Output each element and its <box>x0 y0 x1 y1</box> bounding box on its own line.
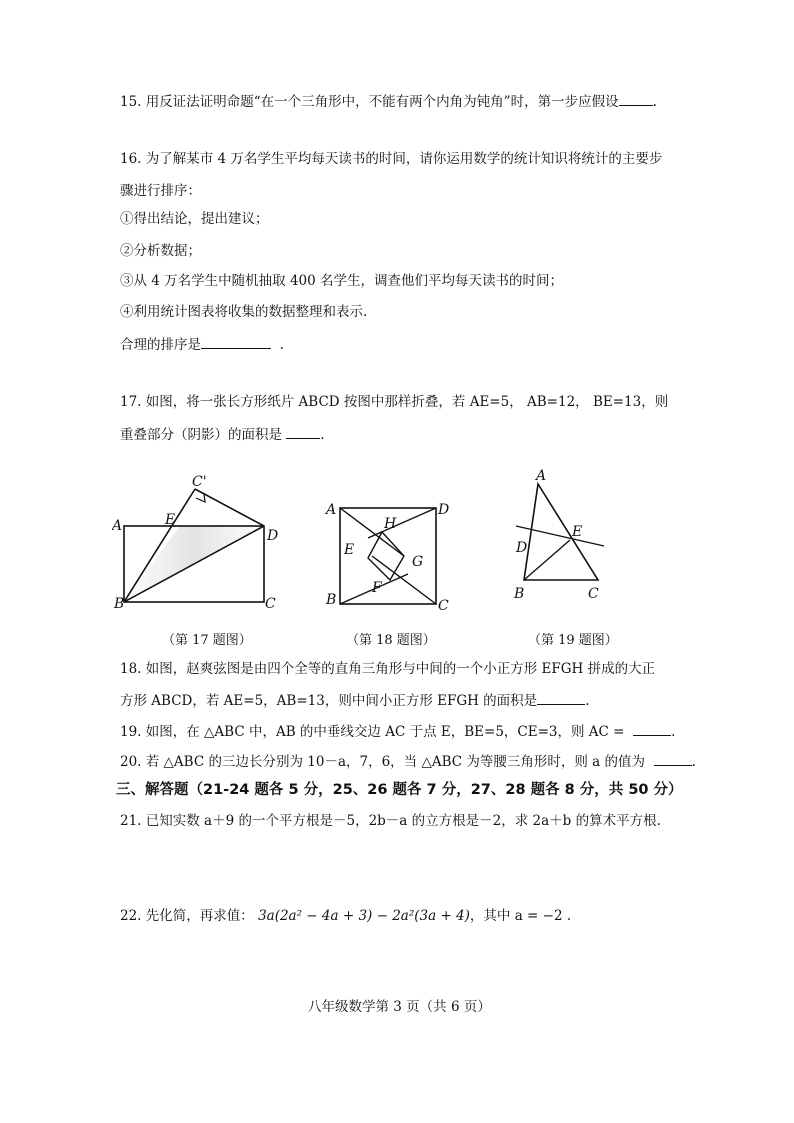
fig18-label-a: A <box>326 502 337 518</box>
q22-prefix: 22. 先化简，再求值： <box>120 908 254 924</box>
q17-answer-blank[interactable] <box>286 424 320 439</box>
q17-end: . <box>320 427 325 443</box>
fig19-line-be <box>524 540 570 580</box>
q19-answer-blank[interactable] <box>633 721 671 736</box>
q15-answer-blank[interactable] <box>619 91 653 106</box>
q16-answer-line <box>120 334 284 354</box>
fig19-label-c: C <box>588 586 599 602</box>
q16-item-2: ②分析数据； <box>120 243 201 259</box>
fig19-caption: （第 19 题图） <box>528 633 618 648</box>
q16-item-1: ①得出结论，提出建议； <box>120 211 269 227</box>
fig17-label-c-prime: C' <box>192 474 207 490</box>
fig19-label-a: A <box>536 468 547 484</box>
q22-expression: 3a(2a² − 4a + 3) − 2a²(3a + 4) <box>258 908 470 924</box>
fig18-label-h: H <box>384 516 397 532</box>
fig18-label-g: G <box>412 554 424 570</box>
question-15 <box>120 91 657 111</box>
fig19-label-b: B <box>514 586 525 602</box>
q17-text: 重叠部分（阴影）的面积是 <box>120 427 282 443</box>
q20-text: 20. 若 △ABC 的三边长分别为 10－a，7，6，当 △ABC 为等腰三角形时，则 a 的值为 <box>120 754 646 770</box>
figure-18 <box>322 496 452 614</box>
q18-text: 方形 ABCD，若 AE=5，AB=13，则中间小正方形 EFGH 的面积是 <box>120 693 538 709</box>
fig17-label-b: B <box>114 596 125 612</box>
fig18-label-e: E <box>344 542 355 558</box>
q15-end: . <box>652 94 657 110</box>
fig18-label-f: F <box>372 580 382 596</box>
figure-17 <box>112 470 292 620</box>
question-16-line2: 骤进行排序： <box>120 183 201 199</box>
fig19-label-d: D <box>516 540 528 556</box>
question-21: 21. 已知实数 a＋9 的一个平方根是－5，2b－a 的立方根是－2，求 2a＋b 的算术平方根. <box>120 813 661 829</box>
fig18-label-d: D <box>438 502 450 518</box>
figure-19 <box>502 462 622 612</box>
fig17-label-e: E <box>165 512 176 528</box>
question-17-line2 <box>120 424 325 444</box>
question-18-line1: 18. 如图，赵爽弦图是由四个全等的直角三角形与中间的一个小正方形 EFGH 拼成的大正 <box>120 661 656 677</box>
q19-end: . <box>671 724 676 740</box>
fig17-label-d: D <box>267 528 279 544</box>
q22-suffix: ，其中 a = −2 . <box>469 908 572 924</box>
fig17-label-c: C <box>265 596 276 612</box>
question-22 <box>120 907 571 925</box>
fig17-right-angle-mark <box>196 494 205 502</box>
fig19-label-e: E <box>572 524 583 540</box>
q18-answer-blank[interactable] <box>537 690 585 705</box>
fig17-label-a: A <box>112 518 123 534</box>
page-footer: 八年级数学第 3 页（共 6 页） <box>308 999 491 1015</box>
q16-end: . <box>279 337 284 353</box>
question-17-line1: 17. 如图，将一张长方形纸片 ABCD 按图中那样折叠，若 AE=5， AB=12， BE=13，则 <box>120 394 669 410</box>
q16-item-4: ④利用统计图表将收集的数据整理和表示. <box>120 304 368 320</box>
q20-end: . <box>691 754 696 770</box>
section-3-heading: 三、解答题（21-24 题各 5 分，25、26 题各 7 分，27、28 题各 8 分，共 50 分） <box>116 782 683 798</box>
question-16-line1: 16. 为了解某市 4 万名学生平均每天读书的时间，请你运用数学的统计知识将统计的主要步 <box>120 151 663 167</box>
question-19 <box>120 721 675 741</box>
fig18-label-c: C <box>438 598 449 614</box>
q15-text: 15. 用反证法证明命题“在一个三角形中，不能有两个内角为钝角”时，第一步应假设 <box>120 94 619 110</box>
q16-answer-blank[interactable] <box>201 334 271 349</box>
q19-text: 19. 如图，在 △ABC 中，AB 的中垂线交边 AC 于点 E，BE=5，CE=3，则 AC = <box>120 724 625 740</box>
q16-answer-prompt: 合理的排序是 <box>120 337 201 353</box>
fig18-line-de <box>368 508 436 538</box>
q20-answer-blank[interactable] <box>654 751 692 766</box>
q18-end: . <box>585 693 590 709</box>
fig19-triangle-abc <box>524 484 598 580</box>
fig18-inner-square <box>368 532 404 580</box>
fig18-label-b: B <box>326 592 337 608</box>
question-20 <box>120 751 696 771</box>
fig17-caption: （第 17 题图） <box>162 633 252 648</box>
fig18-caption: （第 18 题图） <box>346 633 436 648</box>
q16-item-3: ③从 4 万名学生中随机抽取 400 名学生，调查他们平均每天读书的时间； <box>120 273 564 289</box>
fig17-line-c-prime-d <box>195 489 264 526</box>
question-18-line2 <box>120 690 589 710</box>
